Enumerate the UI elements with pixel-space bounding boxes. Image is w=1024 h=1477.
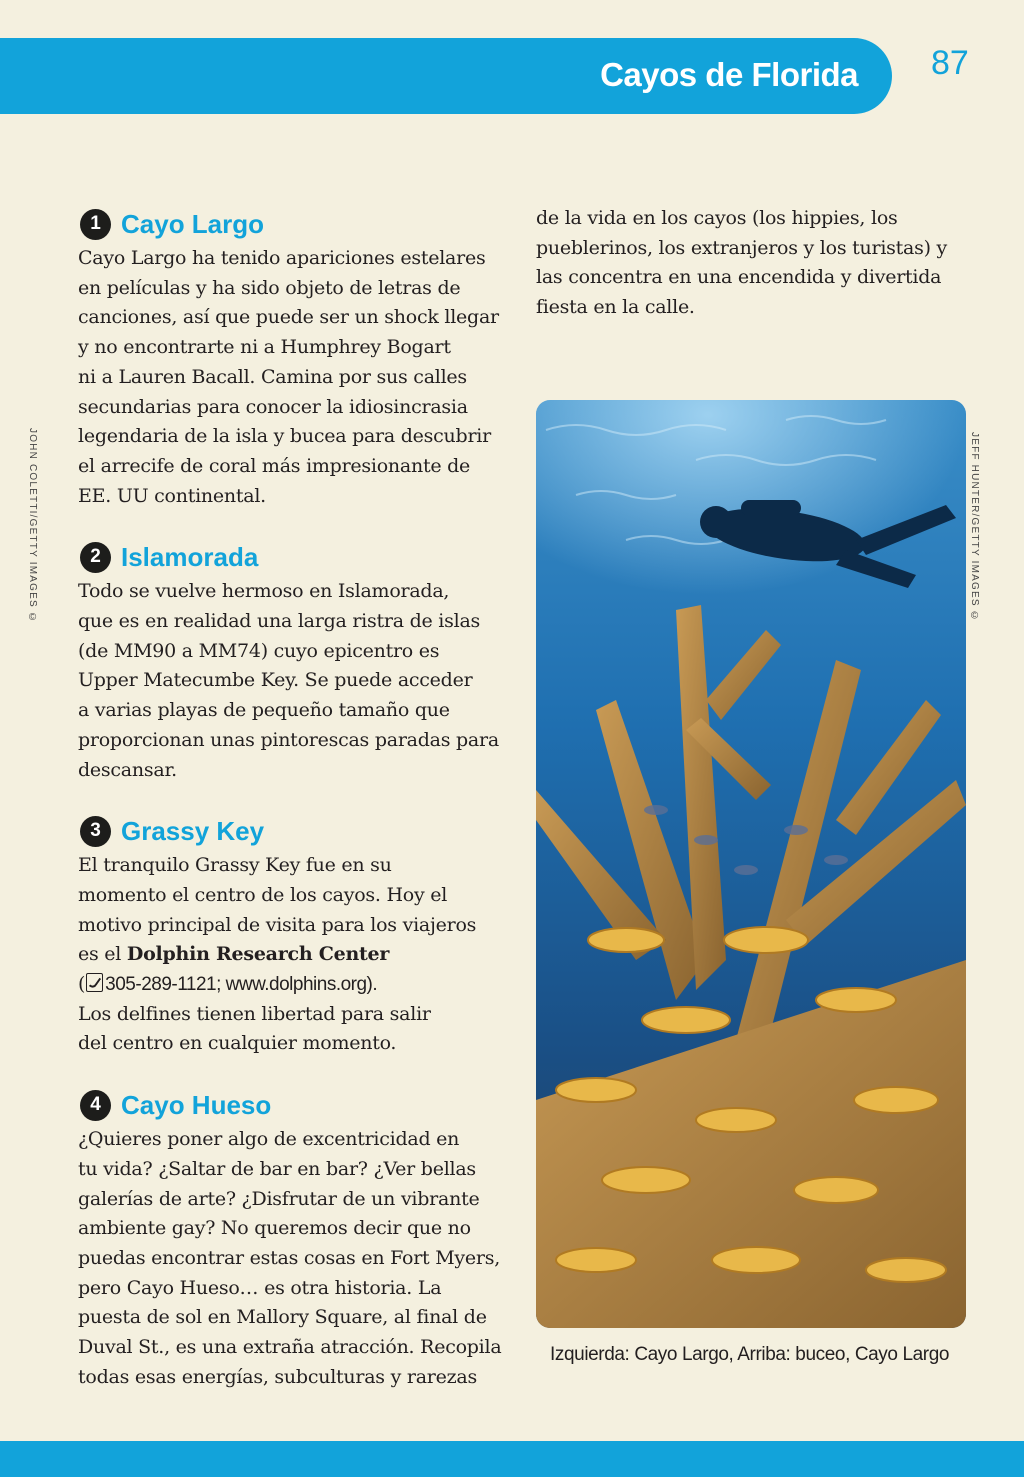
photo-caption: Izquierda: Cayo Largo, Arriba: buceo, Cayo Largo — [550, 1344, 950, 1365]
body-line: puedas encontrar estas cosas en Fort Myers, — [78, 1246, 501, 1269]
contact-info: 305-289-1121; www.dolphins.org). — [105, 974, 378, 996]
body-line: ni a Lauren Bacall. Camina por sus calles — [78, 365, 467, 388]
venue-name: Dolphin Research Center — [126, 943, 390, 966]
body-line: descansar. — [78, 758, 177, 781]
section-heading — [78, 1085, 518, 1125]
contact-line — [78, 970, 518, 1000]
body-line: pero Cayo Hueso… es otra historia. La — [78, 1276, 442, 1299]
body-line: El tranquilo Grassy Key fue en su — [78, 854, 392, 877]
paren-open: ( — [78, 973, 86, 996]
body-line: Los delfines tienen libertad para salir — [78, 1002, 431, 1025]
left-column — [78, 204, 518, 1419]
section-title: Cayo Hueso — [121, 1089, 272, 1120]
section-islamorada — [78, 537, 518, 785]
body-line: el arrecife de coral más impresionante de — [78, 454, 471, 477]
body-line: Todo se vuelve hermoso en Islamorada, — [78, 580, 450, 603]
section-cayo-hueso — [78, 1085, 518, 1392]
body-line: ambiente gay? No queremos decir que no — [78, 1217, 471, 1240]
number-badge: 4 — [80, 1090, 111, 1121]
body-line: Upper Matecumbe Key. Se puede acceder — [78, 669, 473, 692]
body-line: tu vida? ¿Saltar de bar en bar? ¿Ver bellas — [78, 1157, 476, 1180]
photo-credit-left: JOHN COLETTI/GETTY IMAGES © — [27, 428, 38, 625]
body-line: momento el centro de los cayos. Hoy el — [78, 883, 448, 906]
body-line: pueblerinos, los extranjeros y los turistas) y — [536, 236, 948, 259]
header-band — [0, 38, 892, 114]
body-line: a varias playas de pequeño tamaño que — [78, 699, 450, 722]
section-heading — [78, 204, 518, 244]
chapter-title: Cayos de Florida — [600, 56, 858, 93]
section-title: Islamorada — [121, 541, 259, 572]
right-column — [536, 204, 976, 323]
body-line: secundarias para conocer la idiosincrasia — [78, 395, 468, 418]
section-cayo-largo — [78, 204, 518, 511]
number-badge: 3 — [80, 816, 111, 847]
body-line: y no encontrarte ni a Humphrey Bogart — [78, 336, 451, 359]
reef-illustration — [536, 400, 966, 1328]
section-heading — [78, 811, 518, 851]
body-line: galerías de arte? ¿Disfrutar de un vibrante — [78, 1187, 480, 1210]
body-line: Cayo Largo ha tenido apariciones estelares — [78, 247, 486, 269]
body-line: EE. UU continental. — [78, 484, 266, 507]
body-line: Duval St., es una extraña atracción. Recopila — [78, 1336, 502, 1359]
phone-icon — [86, 973, 103, 992]
inline-text: es el — [78, 943, 127, 966]
footer-band — [0, 1441, 1024, 1477]
photo-credit-right: JEFF HUNTER/GETTY IMAGES © — [969, 432, 980, 623]
body-line: que es en realidad una larga ristra de islas — [78, 610, 481, 633]
body-line: (de MM90 a MM74) cuyo epicentro es — [78, 639, 440, 662]
number-badge: 2 — [80, 542, 111, 573]
section-heading — [78, 537, 518, 577]
section-title: Grassy Key — [121, 815, 265, 846]
body-line: ¿Quieres poner algo de excentricidad en — [78, 1128, 460, 1151]
body-line: legendaria de la isla y bucea para descubrir — [78, 425, 491, 448]
section-grassy-key — [78, 811, 518, 1059]
body-line: de la vida en los cayos (los hippies, los — [536, 207, 898, 229]
body-line: del centro en cualquier momento. — [78, 1032, 397, 1055]
body-line: puesta de sol en Mallory Square, al final de — [78, 1306, 487, 1329]
body-line — [78, 940, 518, 970]
section-title: Cayo Largo — [121, 208, 265, 239]
body-line: las concentra en una encendida y divertida — [536, 266, 942, 289]
body-line: fiesta en la calle. — [536, 296, 695, 319]
body-line: proporcionan unas pintorescas paradas para — [78, 728, 499, 751]
body-line: canciones, así que puede ser un shock llegar — [78, 306, 499, 329]
body-line: todas esas energías, subculturas y rarezas — [78, 1365, 477, 1388]
body-line: en películas y ha sido objeto de letras de — [78, 276, 461, 299]
page-number: 87 — [931, 44, 969, 82]
number-badge: 1 — [80, 209, 111, 240]
body-line: motivo principal de visita para los viajeros — [78, 913, 477, 936]
coral-reef-photo — [536, 400, 966, 1328]
